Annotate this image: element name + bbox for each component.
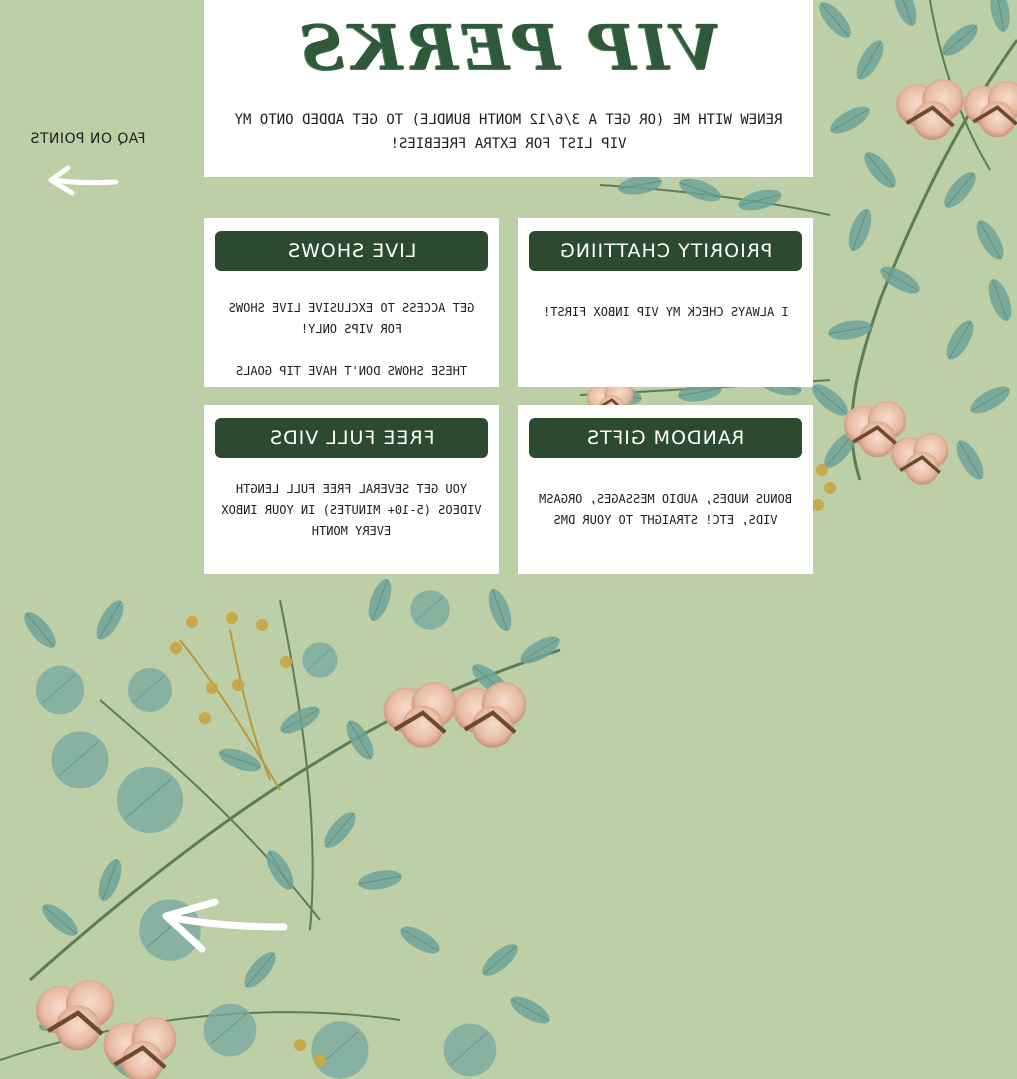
card-title-text: LIVE SHOWS <box>286 240 417 262</box>
card-body-text: YOU GET SEVERAL FREE FULL LENGTH VIDEOS (5-10+ MINUTES) IN YOUR INBOX EVERY MONTH <box>221 482 482 538</box>
card-body <box>218 479 485 542</box>
card-title <box>529 418 802 458</box>
card-title <box>529 231 802 271</box>
card-body <box>218 298 485 382</box>
faq-link[interactable] <box>30 131 146 147</box>
card-random-gifts <box>518 405 813 574</box>
card-title <box>215 418 488 458</box>
card-body-text: THESE SHOWS DON'T HAVE TIP GOALS <box>235 364 468 378</box>
card-body-text: I ALWAYS CHECK MY VIP INBOX FIRST! <box>542 305 789 319</box>
card-body-text: GET ACCESS TO EXCLUSIVE LIVE SHOWS FOR VIPS ONLY! <box>228 301 475 336</box>
header-description-text: RENEW WITH ME (OR GET A 3/6/12 MONTH BUNDLE) TO GET ADDED ONTO MY VIP LIST FOR EXTRA FREEBIES! <box>234 112 783 152</box>
card-body <box>532 489 799 531</box>
card-body <box>532 302 799 323</box>
card-title-text: RANDOM GIFTS <box>586 427 745 449</box>
left-arrow-icon[interactable] <box>160 897 288 955</box>
page-title <box>204 8 813 88</box>
header-panel <box>204 0 813 177</box>
left-arrow-icon[interactable] <box>46 164 120 198</box>
faq-link-text: FAQ ON POINTS <box>30 131 146 147</box>
header-description <box>224 108 793 156</box>
card-title <box>215 231 488 271</box>
card-free-full-vids <box>204 405 499 574</box>
page-title-text: VIP PERKS <box>295 11 722 84</box>
card-priority-chatting <box>518 218 813 387</box>
card-title-text: PRIORITY CHATTIING <box>558 240 773 262</box>
card-title-text: FREE FULL VIDS <box>268 427 435 449</box>
card-body-text: BONUS NUDES, AUDIO MESSAGES, ORGASM VIDS, ETC! STRAIGHT TO YOUR DMS <box>539 492 792 527</box>
card-live-shows <box>204 218 499 387</box>
